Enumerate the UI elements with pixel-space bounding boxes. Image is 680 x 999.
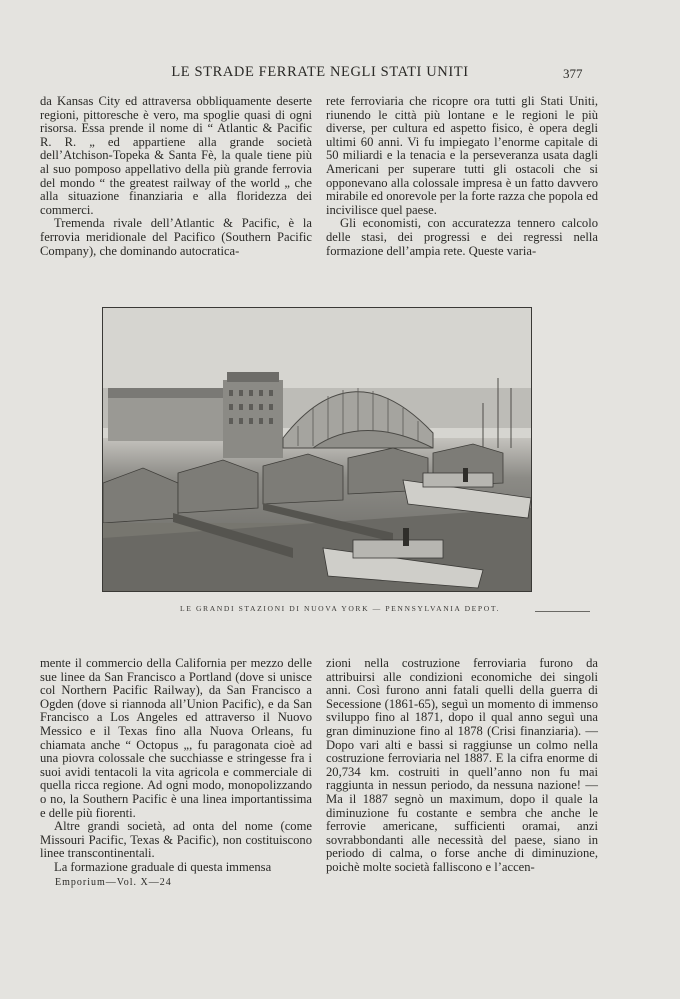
- paragraph: La formazione graduale di questa immensa: [54, 859, 272, 874]
- paragraph: mente il commercio della California per mezzo delle sue linee da San Francisco a Portland (dove si unisce col Northern Pacific Railway), da San Francisco a Ogden (dove si riannoda all’Union Pacific), e da San Francisco a Los Angeles ed attraverso il Nuovo Messico e il Texas fino alla Nuova Orleans, fu chiamata anche “ Octopus „, fu paragonata cioè ad una piovra colossale che succhiasse e stringesse fra i suoi avidi tentacoli la vita agricola e commerciale di quella ricca regione. Ad ogni modo, monopolizzando o no, la Southern Pacific è una linea importantissima e delle più fiorenti.: [40, 656, 312, 820]
- figure-caption: LE GRANDI STAZIONI DI NUOVA YORK — PENNSYLVANIA DEPOT.: [179, 604, 500, 613]
- paragraph: Altre grandi società, ad onta del nome (come Missouri Pacific, Texas & Pacific), non costituiscono linee transcontinentali.: [40, 819, 312, 861]
- paragraph: Tremenda rivale dell’Atlantic & Pacific, è la ferrovia meridionale del Pacifico (Southern Pacific Company), che dominando autocratica-: [40, 216, 312, 258]
- paragraph: rete ferroviaria che ricopre ora tutti gli Stati Uniti, riunendo le città più lontane e le regioni le più diverse, per cultura ed aspetto fisico, è opera degli ultimi 60 anni. Vi fu impiegato l’enorme capitale di 50 miliardi e la tenacia e la perseveranza usata dagli Americani per superare tutti gli ostacoli che si opponevano alla colossale impresa è un fatto davvero mirabile ed onorevole per la forte razza che popola ed incivilisce quel paese.: [326, 94, 598, 217]
- running-header: LE STRADE FERRATE NEGLI STATI UNITI: [171, 64, 469, 80]
- top-left-column: [40, 95, 312, 258]
- printer-signature: Emporium—Vol. X—24: [55, 877, 172, 888]
- paragraph: Gli economisti, con accuratezza tennero calcolo delle stasi, dei progressi e dei regressi nella formazione dell’ampia rete. Queste varia-: [326, 216, 598, 258]
- station-photograph: [102, 307, 532, 592]
- top-right-column: [326, 95, 598, 258]
- bottom-right-column: [326, 657, 598, 875]
- caption-rule: [535, 611, 590, 612]
- paragraph: da Kansas City ed attraversa obbliquamente deserte regioni, pittoresche è vero, ma spoglie quasi di ogni risorsa. Essa prende il nome di “ Atlantic & Pacific R. R. „ ed appartiene alla grande società dell’Atchison-Topeka & Santa Fè, la quale tiene più al suo pomposo appellativo della più grande ferrovia del mondo “ the greatest railway of the world „ che alla situazione finanziaria e alla floridezza dei commerci.: [40, 94, 312, 217]
- page-number: 377: [563, 66, 583, 81]
- station-illustration: [103, 308, 531, 591]
- paragraph: zioni nella costruzione ferroviaria furono da attribuirsi alle condizioni economiche dei singoli anni. Così furono anni fatali quelli della guerra di Secessione (1861-65), seguì un momento di immenso sviluppo fino al 1871, dopo il qual anno seguì una gran diminuzione fino al 1878 (Crisi finanziaria). — Dopo vari alti e bassi si raggiunse un colmo nella costruzione ferroviaria nel 1887. E la cifra enorme di 20,734 km. costruiti in quell’anno non fu mai raggiunta in nessun periodo, da nessuna nazione! — Ma il 1887 segnò un maximum, dopo il quale la diminuzione fu costante e sembra che anche le ferrovie americane, sufficienti oramai, anzi sovrabbondanti alle necessità del paese, siano in periodo di calma, o forse anche di diminuzione, poichè molte società falliscono e l’accen-: [326, 656, 598, 874]
- bottom-left-column: [40, 657, 312, 875]
